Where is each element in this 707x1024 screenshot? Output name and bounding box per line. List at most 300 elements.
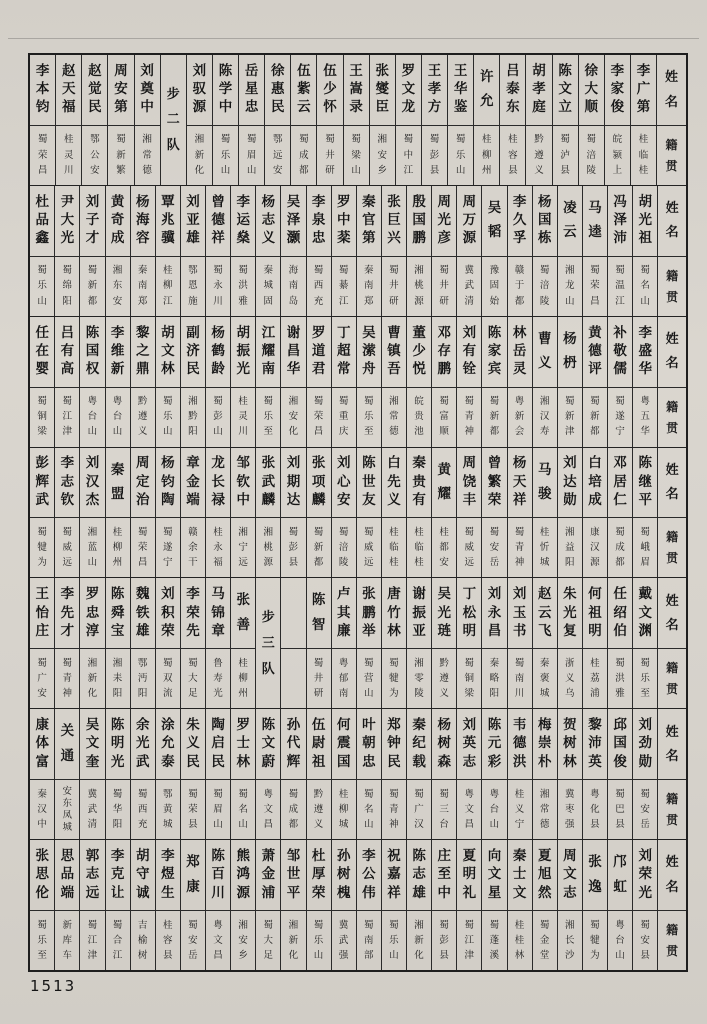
- glyph: 阳: [62, 295, 73, 307]
- glyph: 桂: [414, 527, 424, 539]
- glyph: 朱: [563, 586, 577, 603]
- glyph: 民: [186, 753, 200, 770]
- person-name: [432, 448, 456, 519]
- glyph: 台: [439, 819, 449, 831]
- person-origin: [206, 257, 230, 316]
- glyph: 源: [263, 557, 274, 569]
- roster-band: [30, 55, 686, 186]
- glyph: 柳: [482, 149, 492, 161]
- glyph: 平: [638, 492, 652, 509]
- roster-column: [481, 578, 506, 708]
- person-origin: [332, 518, 356, 577]
- glyph: 吉: [137, 919, 148, 931]
- glyph: 国: [336, 753, 351, 770]
- person-name: [553, 55, 578, 126]
- glyph: 期: [286, 473, 301, 490]
- person-origin: [106, 388, 130, 447]
- person-origin: [357, 649, 381, 708]
- roster-table: [28, 53, 688, 972]
- person-origin: [533, 257, 557, 316]
- roster-column: [406, 448, 431, 578]
- glyph: 远: [62, 557, 73, 569]
- glyph: 蜀: [313, 919, 324, 931]
- glyph: 蜀: [87, 919, 98, 931]
- glyph: 中: [336, 212, 351, 229]
- person-origin: [131, 649, 155, 708]
- glyph: 文: [263, 803, 274, 815]
- glyph: 黄: [588, 324, 602, 341]
- glyph: 山: [238, 819, 248, 831]
- glyph: 蜀: [137, 527, 148, 539]
- person-name: [307, 317, 331, 388]
- person-name: [206, 448, 230, 519]
- glyph: 贯: [666, 551, 679, 566]
- glyph: 张: [261, 455, 276, 472]
- glyph: 高: [60, 361, 75, 378]
- glyph: 康: [590, 527, 600, 539]
- roster-column: [406, 840, 431, 970]
- glyph: 会: [514, 426, 525, 438]
- glyph: 陈: [110, 586, 125, 603]
- roster-column: [481, 448, 506, 578]
- roster-column: [105, 448, 130, 578]
- roster-column: [356, 709, 381, 839]
- person-name: [357, 317, 381, 388]
- person-name: [382, 578, 406, 649]
- person-name: [583, 709, 607, 780]
- glyph: 海: [288, 265, 299, 277]
- glyph: 赵: [62, 62, 76, 79]
- person-origin: [382, 388, 406, 447]
- person-origin: [633, 518, 657, 577]
- glyph: 克: [110, 866, 125, 883]
- person-origin: [508, 388, 532, 447]
- glyph: 思: [60, 847, 75, 864]
- roster-band: [30, 840, 686, 970]
- header-column: [657, 448, 686, 578]
- person-name: [231, 578, 255, 649]
- glyph: 曾: [487, 455, 502, 472]
- roster-column: [180, 448, 205, 578]
- glyph: 天: [512, 473, 527, 490]
- glyph: 蜀: [464, 527, 475, 539]
- glyph: 吕: [60, 324, 75, 341]
- glyph: 副: [186, 324, 200, 341]
- glyph: 刘: [186, 193, 200, 210]
- glyph: 刘: [462, 324, 477, 341]
- glyph: 蜀: [62, 396, 73, 408]
- glyph: 蜀: [615, 527, 625, 539]
- header-name-label: [658, 448, 686, 519]
- glyph: 蜀: [389, 265, 399, 277]
- glyph: 东: [112, 280, 123, 292]
- glyph: 山: [615, 949, 625, 961]
- glyph: 彦: [437, 230, 451, 247]
- glyph: 桂: [414, 557, 424, 569]
- glyph: 粤: [590, 788, 600, 800]
- person-origin: [231, 649, 255, 708]
- roster-column: [205, 448, 230, 578]
- glyph: 儒: [613, 361, 627, 378]
- person-name: [156, 448, 180, 519]
- roster-column: [607, 448, 632, 578]
- person-origin: [608, 388, 632, 447]
- glyph: 伦: [35, 884, 49, 901]
- glyph: 韬: [487, 224, 502, 241]
- glyph: 体: [35, 735, 49, 752]
- glyph: 赣: [188, 527, 198, 539]
- glyph: 山: [246, 164, 257, 176]
- glyph: 洪: [238, 280, 248, 292]
- glyph: 山: [220, 164, 231, 176]
- person-name: [131, 448, 155, 519]
- person-name: [482, 840, 506, 911]
- person-name: [608, 186, 632, 257]
- person-origin: [256, 780, 280, 839]
- glyph: 蜀: [364, 919, 374, 931]
- person-name: [256, 840, 280, 911]
- glyph: 顺: [584, 99, 599, 116]
- glyph: 新: [590, 411, 600, 423]
- person-name: [608, 840, 632, 911]
- glyph: 桂: [238, 657, 248, 669]
- glyph: 通: [60, 747, 75, 764]
- glyph: 阳: [565, 557, 575, 569]
- glyph: 民: [88, 99, 102, 116]
- person-origin: [382, 257, 406, 316]
- glyph: 贯: [666, 682, 679, 697]
- roster-column: [381, 840, 406, 970]
- glyph: 名: [665, 487, 679, 503]
- glyph: 在: [35, 342, 49, 359]
- glyph: 都: [299, 164, 309, 176]
- glyph: 至: [437, 866, 451, 883]
- glyph: 华: [453, 81, 468, 98]
- glyph: 义: [313, 819, 324, 831]
- glyph: 清: [464, 295, 475, 307]
- person-name: [407, 186, 431, 257]
- glyph: 朴: [537, 753, 552, 770]
- glyph: 富: [439, 411, 449, 423]
- roster-column: [230, 709, 255, 839]
- glyph: 德: [142, 164, 152, 176]
- person-name: [307, 578, 331, 649]
- person-origin: [474, 126, 499, 185]
- roster-column: [130, 840, 155, 970]
- glyph: 文: [487, 866, 502, 883]
- glyph: 成: [299, 149, 309, 161]
- glyph: 超: [336, 342, 351, 359]
- glyph: 棻: [336, 230, 351, 247]
- glyph: 蜀: [313, 657, 324, 669]
- header-origin-label: [658, 257, 686, 316]
- glyph: 唐: [387, 586, 401, 603]
- person-origin: [30, 911, 54, 970]
- glyph: 江: [403, 164, 414, 176]
- glyph: 荣: [313, 411, 324, 423]
- glyph: 湘: [112, 265, 123, 277]
- glyph: 彭: [439, 934, 449, 946]
- person-name: [633, 578, 657, 649]
- glyph: 耒: [112, 673, 123, 685]
- glyph: 重: [338, 411, 349, 423]
- glyph: 井: [439, 280, 449, 292]
- glyph: 县: [508, 164, 518, 176]
- glyph: 丁: [462, 586, 477, 603]
- glyph: 常: [539, 803, 550, 815]
- glyph: 安: [114, 81, 128, 98]
- glyph: 山: [87, 426, 98, 438]
- glyph: 恩: [188, 280, 198, 292]
- glyph: 生: [161, 884, 175, 901]
- person-origin: [281, 257, 305, 316]
- person-name: [106, 317, 130, 388]
- glyph: 子: [85, 212, 100, 229]
- glyph: 寿: [539, 426, 550, 438]
- glyph: 南: [364, 934, 374, 946]
- glyph: 定: [135, 473, 150, 490]
- glyph: 潆: [362, 342, 376, 359]
- glyph: 覃: [161, 193, 175, 210]
- person-name: [448, 55, 473, 126]
- glyph: 康: [35, 717, 49, 734]
- person-origin: [206, 518, 230, 577]
- roster-column: [130, 578, 155, 708]
- glyph: 秦: [512, 847, 527, 864]
- glyph: 王: [453, 62, 468, 79]
- glyph: 荣: [37, 149, 48, 161]
- glyph: 义: [186, 735, 200, 752]
- glyph: 云: [537, 604, 552, 621]
- glyph: 溪: [489, 949, 500, 961]
- glyph: 湘: [112, 657, 123, 669]
- glyph: 广: [636, 81, 651, 98]
- person-name: [457, 448, 481, 519]
- glyph: 黄: [437, 461, 451, 478]
- glyph: 伟: [362, 884, 376, 901]
- person-name: [457, 186, 481, 257]
- glyph: 万: [462, 212, 477, 229]
- glyph: 黄: [163, 803, 173, 815]
- glyph: 明: [462, 622, 477, 639]
- glyph: 鹤: [211, 342, 225, 359]
- person-name: [30, 840, 54, 911]
- glyph: 蓬: [489, 934, 500, 946]
- person-origin: [457, 911, 481, 970]
- glyph: 强: [565, 819, 575, 831]
- person-name: [583, 317, 607, 388]
- person-name: [332, 709, 356, 780]
- glyph: 枣: [565, 803, 575, 815]
- glyph: 钟: [387, 735, 401, 752]
- person-name: [357, 840, 381, 911]
- glyph: 孝: [532, 81, 546, 98]
- glyph: 蜀: [112, 919, 123, 931]
- roster-column: [499, 55, 525, 185]
- glyph: 广: [37, 673, 47, 685]
- glyph: 林: [512, 324, 527, 341]
- glyph: 杜: [35, 193, 49, 210]
- glyph: 蜀: [389, 657, 399, 669]
- glyph: 灵: [512, 361, 527, 378]
- glyph: 川: [238, 426, 248, 438]
- glyph: 士: [236, 735, 250, 752]
- glyph: 怡: [35, 604, 49, 621]
- person-origin: [281, 518, 305, 577]
- glyph: 蜀: [37, 657, 47, 669]
- person-name: [357, 578, 381, 649]
- glyph: 志: [563, 884, 577, 901]
- glyph: 昌: [263, 819, 274, 831]
- glyph: 志: [85, 866, 100, 883]
- person-origin: [231, 518, 255, 577]
- glyph: 家: [487, 342, 502, 359]
- person-origin: [108, 126, 133, 185]
- person-origin: [633, 257, 657, 316]
- person-origin: [533, 911, 557, 970]
- glyph: 临: [389, 542, 399, 554]
- glyph: 固: [489, 280, 500, 292]
- glyph: 梁: [351, 149, 361, 161]
- glyph: 振: [412, 604, 426, 621]
- glyph: 端: [186, 492, 200, 509]
- person-origin: [605, 126, 630, 185]
- glyph: 吴: [487, 199, 502, 216]
- glyph: 荣: [186, 604, 200, 621]
- roster-column: [356, 317, 381, 447]
- header-column: [657, 186, 686, 316]
- glyph: 郑: [387, 717, 401, 734]
- person-name: [533, 578, 557, 649]
- glyph: 罗: [401, 62, 416, 79]
- roster-column: [30, 186, 54, 316]
- glyph: 湘: [288, 919, 299, 931]
- glyph: 岳: [640, 819, 650, 831]
- header-origin-label: [657, 126, 686, 185]
- glyph: 宁: [615, 426, 625, 438]
- glyph: 吴: [286, 193, 301, 210]
- glyph: 黎: [588, 717, 602, 734]
- glyph: 公: [362, 866, 376, 883]
- glyph: 官: [362, 212, 376, 229]
- glyph: 粤: [464, 788, 475, 800]
- glyph: 武: [464, 280, 475, 292]
- glyph: 至: [37, 949, 47, 961]
- glyph: 贯: [665, 158, 678, 173]
- roster-column: [552, 55, 578, 185]
- glyph: 蜀: [586, 134, 597, 146]
- glyph: 遵: [137, 411, 148, 423]
- glyph: 涪: [539, 280, 550, 292]
- person-origin: [583, 649, 607, 708]
- person-name: [357, 709, 381, 780]
- person-origin: [307, 649, 331, 708]
- roster-column: [431, 186, 456, 316]
- header-name-label: [658, 186, 686, 257]
- glyph: 彭: [429, 149, 440, 161]
- glyph: 强: [338, 949, 349, 961]
- glyph: 威: [364, 542, 374, 554]
- roster-column: [79, 709, 104, 839]
- glyph: 威: [62, 542, 73, 554]
- glyph: 评: [588, 361, 602, 378]
- glyph: 文: [401, 81, 416, 98]
- glyph: 蜀: [263, 919, 274, 931]
- glyph: 桂: [338, 788, 349, 800]
- glyph: 远: [273, 149, 283, 161]
- glyph: 井: [325, 149, 335, 161]
- glyph: 铜: [464, 673, 475, 685]
- glyph: 安: [238, 934, 248, 946]
- person-name: [633, 186, 657, 257]
- glyph: 广: [414, 803, 424, 815]
- header-column: [657, 709, 686, 839]
- person-origin: [633, 388, 657, 447]
- glyph: 震: [336, 735, 351, 752]
- roster-column: [456, 448, 481, 578]
- person-name: [457, 578, 481, 649]
- person-origin: [55, 649, 79, 708]
- glyph: 阳: [489, 688, 500, 700]
- glyph: 达: [563, 473, 577, 490]
- glyph: 蜀: [338, 527, 349, 539]
- glyph: 城: [263, 280, 274, 292]
- glyph: 荣: [137, 542, 148, 554]
- roster-column: [255, 709, 280, 839]
- glyph: 充: [137, 819, 148, 831]
- person-name: [482, 186, 506, 257]
- glyph: 居: [613, 473, 627, 490]
- glyph: 竹: [387, 604, 401, 621]
- glyph: 驭: [192, 81, 207, 98]
- person-origin: [55, 911, 79, 970]
- glyph: 杨: [512, 455, 527, 472]
- glyph: 远: [364, 557, 374, 569]
- glyph: 山: [364, 688, 374, 700]
- person-name: [482, 709, 506, 780]
- glyph: 赵: [88, 62, 102, 79]
- glyph: 研: [313, 688, 324, 700]
- person-origin: [317, 126, 342, 185]
- glyph: 湘: [565, 919, 575, 931]
- glyph: 县: [590, 819, 600, 831]
- person-origin: [30, 780, 54, 839]
- glyph: 济: [186, 342, 200, 359]
- glyph: 桂: [213, 527, 223, 539]
- roster-column: [230, 448, 255, 578]
- header-origin-label: [658, 518, 686, 577]
- glyph: 台: [489, 803, 500, 815]
- glyph: 乐: [220, 149, 231, 161]
- glyph: 粤: [640, 396, 650, 408]
- glyph: 品: [60, 866, 75, 883]
- glyph: 刘: [336, 455, 351, 472]
- person-name: [533, 448, 557, 519]
- roster-column: [481, 186, 506, 316]
- glyph: 胡: [135, 847, 150, 864]
- glyph: 县: [439, 949, 449, 961]
- glyph: 朱: [186, 717, 200, 734]
- glyph: 顺: [439, 426, 449, 438]
- glyph: 胡: [532, 62, 546, 79]
- roster-column: [532, 448, 557, 578]
- roster-column: [155, 578, 180, 708]
- glyph: 新: [414, 934, 424, 946]
- glyph: 名: [665, 225, 679, 241]
- glyph: 犍: [389, 673, 399, 685]
- person-name: [608, 578, 632, 649]
- glyph: 刘: [85, 455, 100, 472]
